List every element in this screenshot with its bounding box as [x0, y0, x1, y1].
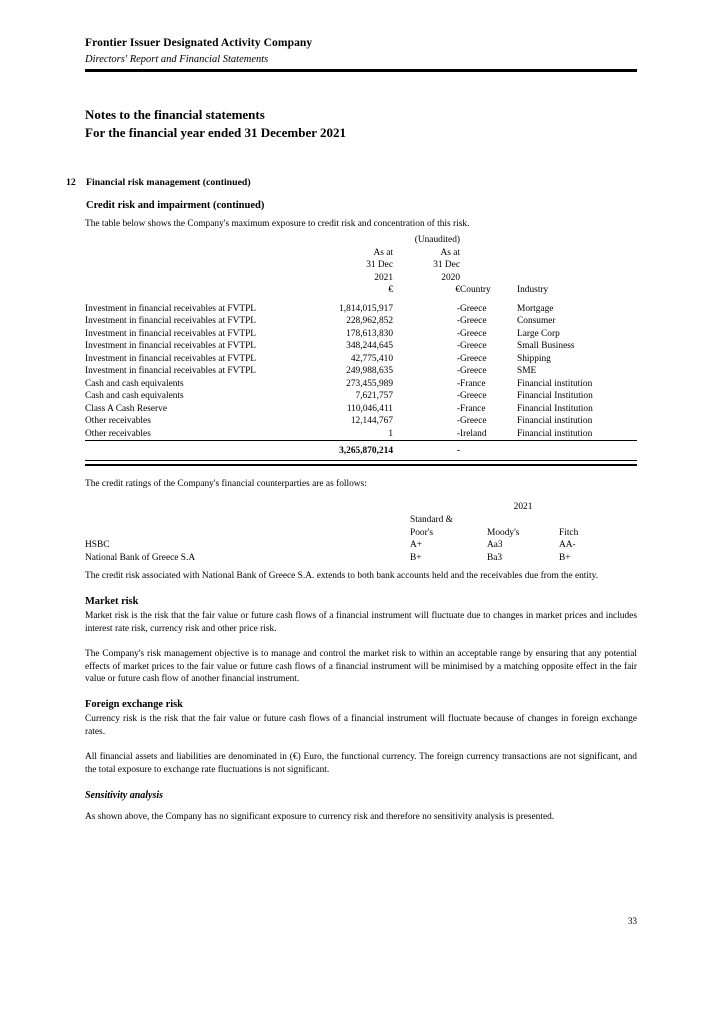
- header-y1-asat: As at: [373, 247, 393, 258]
- row-country: Greece: [460, 366, 487, 376]
- row-item: Other receivables: [85, 416, 151, 426]
- table-row: [85, 353, 637, 366]
- table-row: [85, 365, 637, 378]
- row-y2021: 178,613,830: [346, 328, 393, 339]
- table-row: [85, 340, 637, 353]
- ratings-row-name: HSBC: [85, 540, 110, 551]
- table-row: [85, 390, 637, 403]
- row-y2021: 249,988,635: [346, 366, 393, 376]
- credit-risk-note-paragraph: The credit risk associated with National Bank of Greece S.A. extends to both bank accounts held and the receivables due from the entity.: [85, 571, 599, 581]
- ratings-row-moodys: Aa3: [487, 540, 503, 551]
- row-industry: Small Business: [517, 341, 575, 351]
- ratings-intro-paragraph: The credit ratings of the Company's financial counterparties are as follows:: [85, 479, 367, 489]
- table-row: [85, 315, 637, 328]
- row-item: Class A Cash Reserve: [85, 403, 168, 414]
- row-y2020: -: [456, 403, 460, 414]
- header-country: Country: [460, 285, 491, 295]
- note-sub-heading: Credit risk and impairment (continued): [86, 200, 265, 211]
- row-item: Other receivables: [85, 428, 151, 439]
- row-y2020: -: [456, 328, 460, 339]
- row-item: Investment in financial receivables at FVTPL: [85, 303, 257, 314]
- ratings-header-row-1: [85, 514, 637, 527]
- table-header-row-unaudited: [85, 234, 637, 247]
- header-y2-month: 31 Dec: [433, 260, 460, 270]
- row-country: Greece: [460, 341, 487, 351]
- ratings-header-fitch: Fitch: [559, 527, 579, 538]
- table-row: [85, 428, 637, 441]
- row-y2020: -: [456, 316, 460, 326]
- row-country: Greece: [460, 328, 487, 339]
- header-y1-currency: €: [388, 285, 393, 295]
- header-unaudited: (Unaudited): [414, 235, 460, 245]
- ratings-row-moodys: Ba3: [487, 553, 503, 564]
- company-name: Frontier Issuer Designated Activity Company: [85, 37, 313, 49]
- row-country: France: [460, 403, 486, 414]
- row-country: Greece: [460, 316, 487, 326]
- credit-ratings-table: [85, 492, 637, 565]
- table-header-row-month: [85, 259, 637, 272]
- row-y2020: -: [456, 353, 460, 364]
- row-industry: Financial Institution: [517, 391, 593, 401]
- ratings-spacer-row: [85, 492, 637, 501]
- row-industry: Financial institution: [517, 416, 593, 426]
- total-y2020: -: [456, 446, 460, 456]
- row-y2021: 1: [388, 428, 393, 439]
- row-item: Cash and cash equivalents: [85, 391, 184, 401]
- table-row: [85, 415, 637, 428]
- row-industry: Mortgage: [517, 303, 554, 314]
- exposure-intro-paragraph: The table below shows the Company's maximum exposure to credit risk and concentration of this risk.: [85, 219, 470, 229]
- header-rule: [85, 69, 637, 72]
- page-title: [85, 106, 637, 141]
- table-row: [85, 303, 637, 316]
- table-header-row-currency: [85, 284, 637, 297]
- table-row: [85, 328, 637, 341]
- document-header: [85, 36, 637, 67]
- total-y2021: 3,265,870,214: [339, 446, 393, 456]
- fx-risk-paragraph-2: All financial assets and liabilities are denominated in (€) Euro, the functional currency. The foreign currency transactions are not significant, and the total exposure to exchange rate fluctuations is not significant.: [85, 752, 637, 775]
- row-item: Cash and cash equivalents: [85, 378, 184, 389]
- row-item: Investment in financial receivables at FVTPL: [85, 316, 257, 326]
- document-subtitle: Directors' Report and Financial Statements: [85, 54, 269, 65]
- ratings-year-row: [85, 501, 637, 514]
- ratings-row-fitch: AA-: [559, 540, 576, 551]
- sensitivity-analysis-heading: Sensitivity analysis: [85, 790, 164, 802]
- table-row: [85, 378, 637, 391]
- header-y2-currency: €: [455, 285, 460, 295]
- row-y2020: -: [456, 428, 460, 439]
- row-country: Greece: [460, 303, 487, 314]
- row-industry: Financial Institution: [517, 403, 593, 414]
- row-country: France: [460, 378, 486, 389]
- row-y2021: 12,144,767: [350, 416, 393, 426]
- row-y2021: 1,814,015,917: [339, 303, 393, 314]
- ratings-header-row-2: [85, 527, 637, 540]
- row-industry: Large Corp: [517, 328, 560, 339]
- ratings-row: [85, 539, 637, 552]
- ratings-row: [85, 552, 637, 565]
- page-number: 33: [628, 916, 637, 926]
- row-industry: SME: [517, 366, 537, 376]
- ratings-row-sp: B+: [410, 553, 422, 564]
- note-heading: [66, 176, 637, 189]
- header-y2-year: 2020: [441, 272, 460, 283]
- row-industry: Financial institution: [517, 428, 593, 439]
- row-industry: Shipping: [517, 353, 551, 364]
- header-spacer-y1: [315, 234, 393, 247]
- header-y1-year: 2021: [374, 272, 393, 283]
- market-risk-heading: Market risk: [85, 596, 139, 608]
- ratings-year: 2021: [513, 502, 533, 512]
- row-y2021: 7,621,757: [355, 391, 393, 401]
- row-y2021: 110,046,411: [346, 403, 393, 414]
- page-title-line1: Notes to the financial statements: [85, 107, 265, 122]
- note-number: 12: [66, 177, 76, 188]
- ratings-header-sp-line1: Standard &: [410, 514, 453, 525]
- ratings-table-body: [85, 539, 637, 565]
- header-y1-month: 31 Dec: [366, 260, 393, 270]
- total-label: [85, 442, 315, 461]
- ratings-header-moodys: Moody's: [487, 527, 520, 538]
- note-title: Financial risk management (continued): [86, 177, 251, 188]
- header-spacer: [85, 234, 315, 247]
- row-y2021: 228,962,852: [346, 316, 393, 326]
- exposure-table-body: [85, 303, 637, 441]
- header-y2-asat: As at: [440, 247, 460, 258]
- page-title-line2: For the financial year ended 31 December 2021: [85, 124, 347, 140]
- row-country: Greece: [460, 353, 487, 364]
- row-item: Investment in financial receivables at FVTPL: [85, 353, 257, 364]
- row-country: Ireland: [460, 428, 487, 439]
- row-y2020: -: [456, 366, 460, 376]
- row-y2021: 42,775,410: [350, 353, 393, 364]
- row-country: Greece: [460, 416, 487, 426]
- row-y2020: -: [456, 378, 460, 389]
- ratings-row-name: National Bank of Greece S.A: [85, 553, 196, 564]
- row-item: Investment in financial receivables at FVTPL: [85, 341, 257, 351]
- row-y2020: -: [456, 391, 460, 401]
- table-header-row-asat: [85, 247, 637, 260]
- row-item: Investment in financial receivables at FVTPL: [85, 328, 257, 339]
- market-risk-paragraph-2: The Company's risk management objective is to manage and control the market risk to within an acceptable range by ensuring that any potential effects of market prices to the fair value or future cash flows of a financial instrument will be minimised by a matching opposite effect in the fair value or future cash flow of another financial instrument.: [85, 649, 637, 685]
- note-heading-block: [66, 176, 637, 213]
- ratings-header-sp-line2: Poor's: [410, 527, 434, 538]
- table-row: [85, 403, 637, 416]
- table-rule-double: [85, 461, 637, 466]
- row-industry: Financial institution: [517, 378, 593, 389]
- row-item: Investment in financial receivables at FVTPL: [85, 366, 257, 376]
- market-risk-paragraph-1: Market risk is the risk that the fair value or future cash flows of a financial instrument will fluctuate due to changes in market prices and includes interest rate risk, currency risk and other price risk.: [85, 611, 637, 634]
- table-header-row-year: [85, 272, 637, 285]
- row-y2020: -: [456, 416, 460, 426]
- fx-risk-paragraph-1: Currency risk is the risk that the fair value or future cash flows of a financial instrument will fluctuate because of changes in foreign exchange rates.: [85, 714, 637, 737]
- sensitivity-analysis-paragraph: As shown above, the Company has no significant exposure to currency risk and therefore no sensitivity analysis is presented.: [85, 812, 555, 823]
- foreign-exchange-risk-heading: Foreign exchange risk: [85, 699, 183, 711]
- header-industry: Industry: [517, 285, 549, 295]
- row-y2021: 273,455,989: [346, 378, 393, 389]
- row-y2020: -: [456, 341, 460, 351]
- row-y2020: -: [456, 303, 460, 314]
- exposure-total-row: [85, 442, 637, 461]
- ratings-row-sp: A+: [410, 540, 423, 551]
- row-industry: Consumer: [517, 316, 556, 326]
- row-country: Greece: [460, 391, 487, 401]
- row-y2021: 348,244,645: [346, 341, 393, 351]
- body-text-flow: [85, 570, 637, 836]
- ratings-row-fitch: B+: [559, 553, 571, 564]
- credit-exposure-table: [85, 234, 637, 466]
